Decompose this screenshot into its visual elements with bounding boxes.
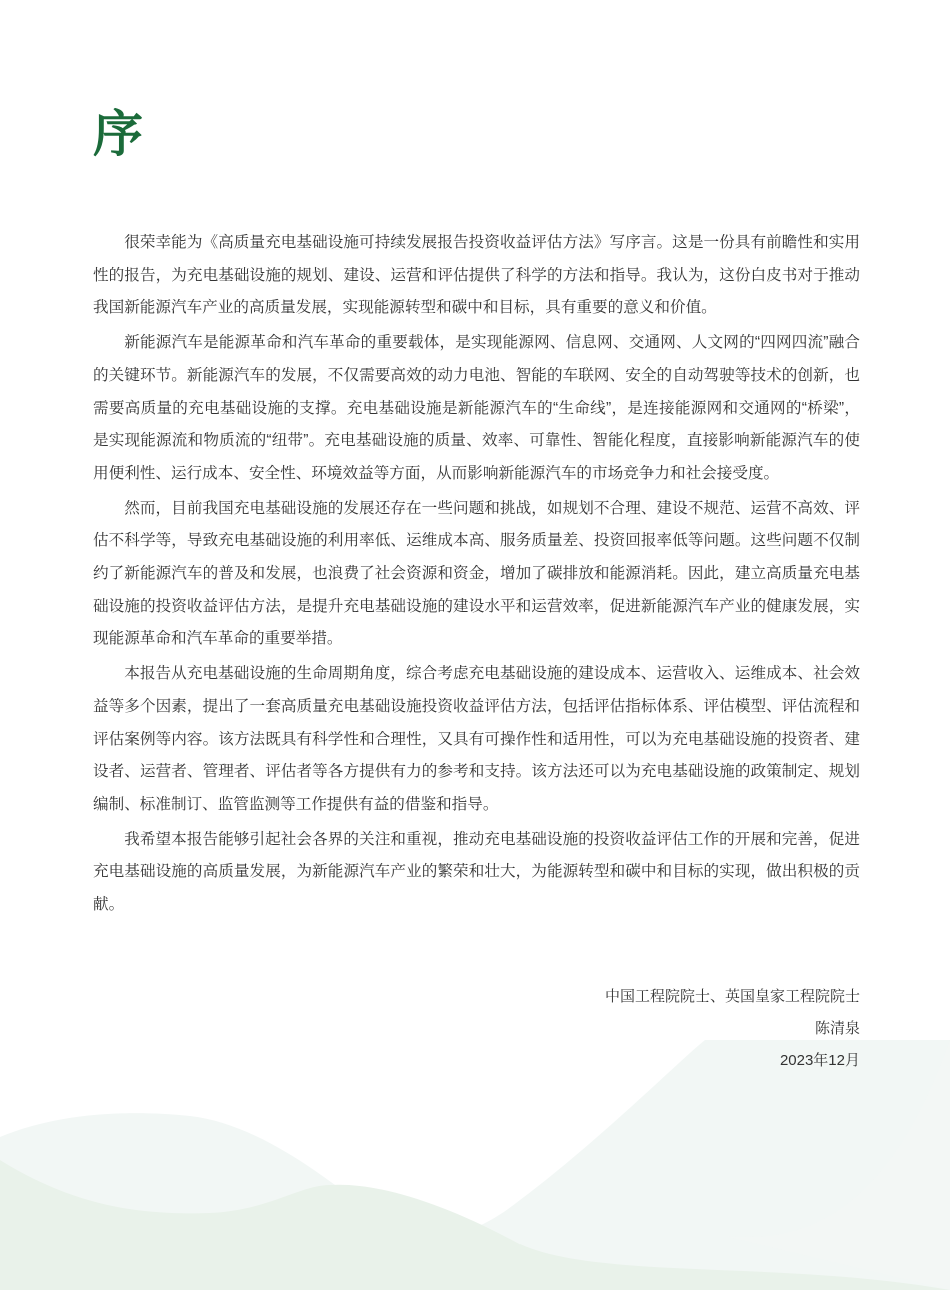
signature-date: 2023年12月 — [779, 1052, 860, 1070]
preface-body — [93, 227, 860, 924]
page-title: 序 — [93, 106, 143, 162]
paragraph: 很荣幸能为《高质量充电基础设施可持续发展报告投资收益评估方法》写序言。这是一份具有前瞻性和实用性的报告，为充电基础设施的规划、建设、运营和评估提供了科学的方法和指导。我认为，这份白皮书对于推动我国新能源汽车产业的高质量发展，实现能源转型和碳中和目标，具有重要的意义和价值。 — [93, 234, 860, 317]
paragraph: 本报告从充电基础设施的生命周期角度，综合考虑充电基础设施的建设成本、运营收入、运维成本、社会效益等多个因素，提出了一套高质量充电基础设施投资收益评估方法，包括评估指标体系、评估模型、评估流程和评估案例等内容。该方法既具有科学性和合理性，又具有可操作性和适用性，可以为充电基础设施的投资者、建设者、运营者、管理者、评估者等各方提供有力的参考和支持。该方法还可以为充电基础设施的政策制定、规划编制、标准制订、监管监测等工作提供有益的借鉴和指导。 — [93, 665, 860, 813]
paragraph: 我希望本报告能够引起社会各界的关注和重视，推动充电基础设施的投资收益评估工作的开展和完善，促进充电基础设施的高质量发展，为新能源汽车产业的繁荣和壮大，为能源转型和碳中和目标的实现，做出积极的贡献。 — [93, 830, 860, 914]
paragraph: 然而，目前我国充电基础设施的发展还存在一些问题和挑战，如规划不合理、建设不规范、运营不高效、评估不科学等，导致充电基础设施的利用率低、运维成本高、服务质量差、投资回报率低等问题。这些问题不仅制约了新能源汽车的普及和发展，也浪费了社会资源和资金，增加了碳排放和能源消耗。因此，建立高质量充电基础设施的投资收益评估方法，是提升充电基础设施的建设水平和运营效率，促进新能源汽车产业的健康发展，实现能源革命和汽车革命的重要举措。 — [93, 499, 860, 648]
signature-name: 陈清泉 — [814, 1020, 860, 1038]
signature-affiliation: 中国工程院院士、英国皇家工程院院士 — [604, 988, 860, 1005]
signature-block — [605, 981, 860, 1078]
paragraph: 新能源汽车是能源革命和汽车革命的重要载体，是实现能源网、信息网、交通网、人文网的“四网四流”融合的关键环节。新能源汽车的发展，不仅需要高效的动力电池、智能的车联网、安全的自动驾驶等技术的创新，也需要高质量的充电基础设施的支撑。充电基础设施是新能源汽车的“生命线”，是连接能源网和交通网的“桥梁”，是实现能源流和物质流的“纽带”。充电基础设施的质量、效率、可靠性、智能化程度，直接影响新能源汽车的使用便利性、运行成本、安全性、环境效益等方面，从而影响新能源汽车的市场竞争力和社会接受度。 — [93, 334, 860, 482]
